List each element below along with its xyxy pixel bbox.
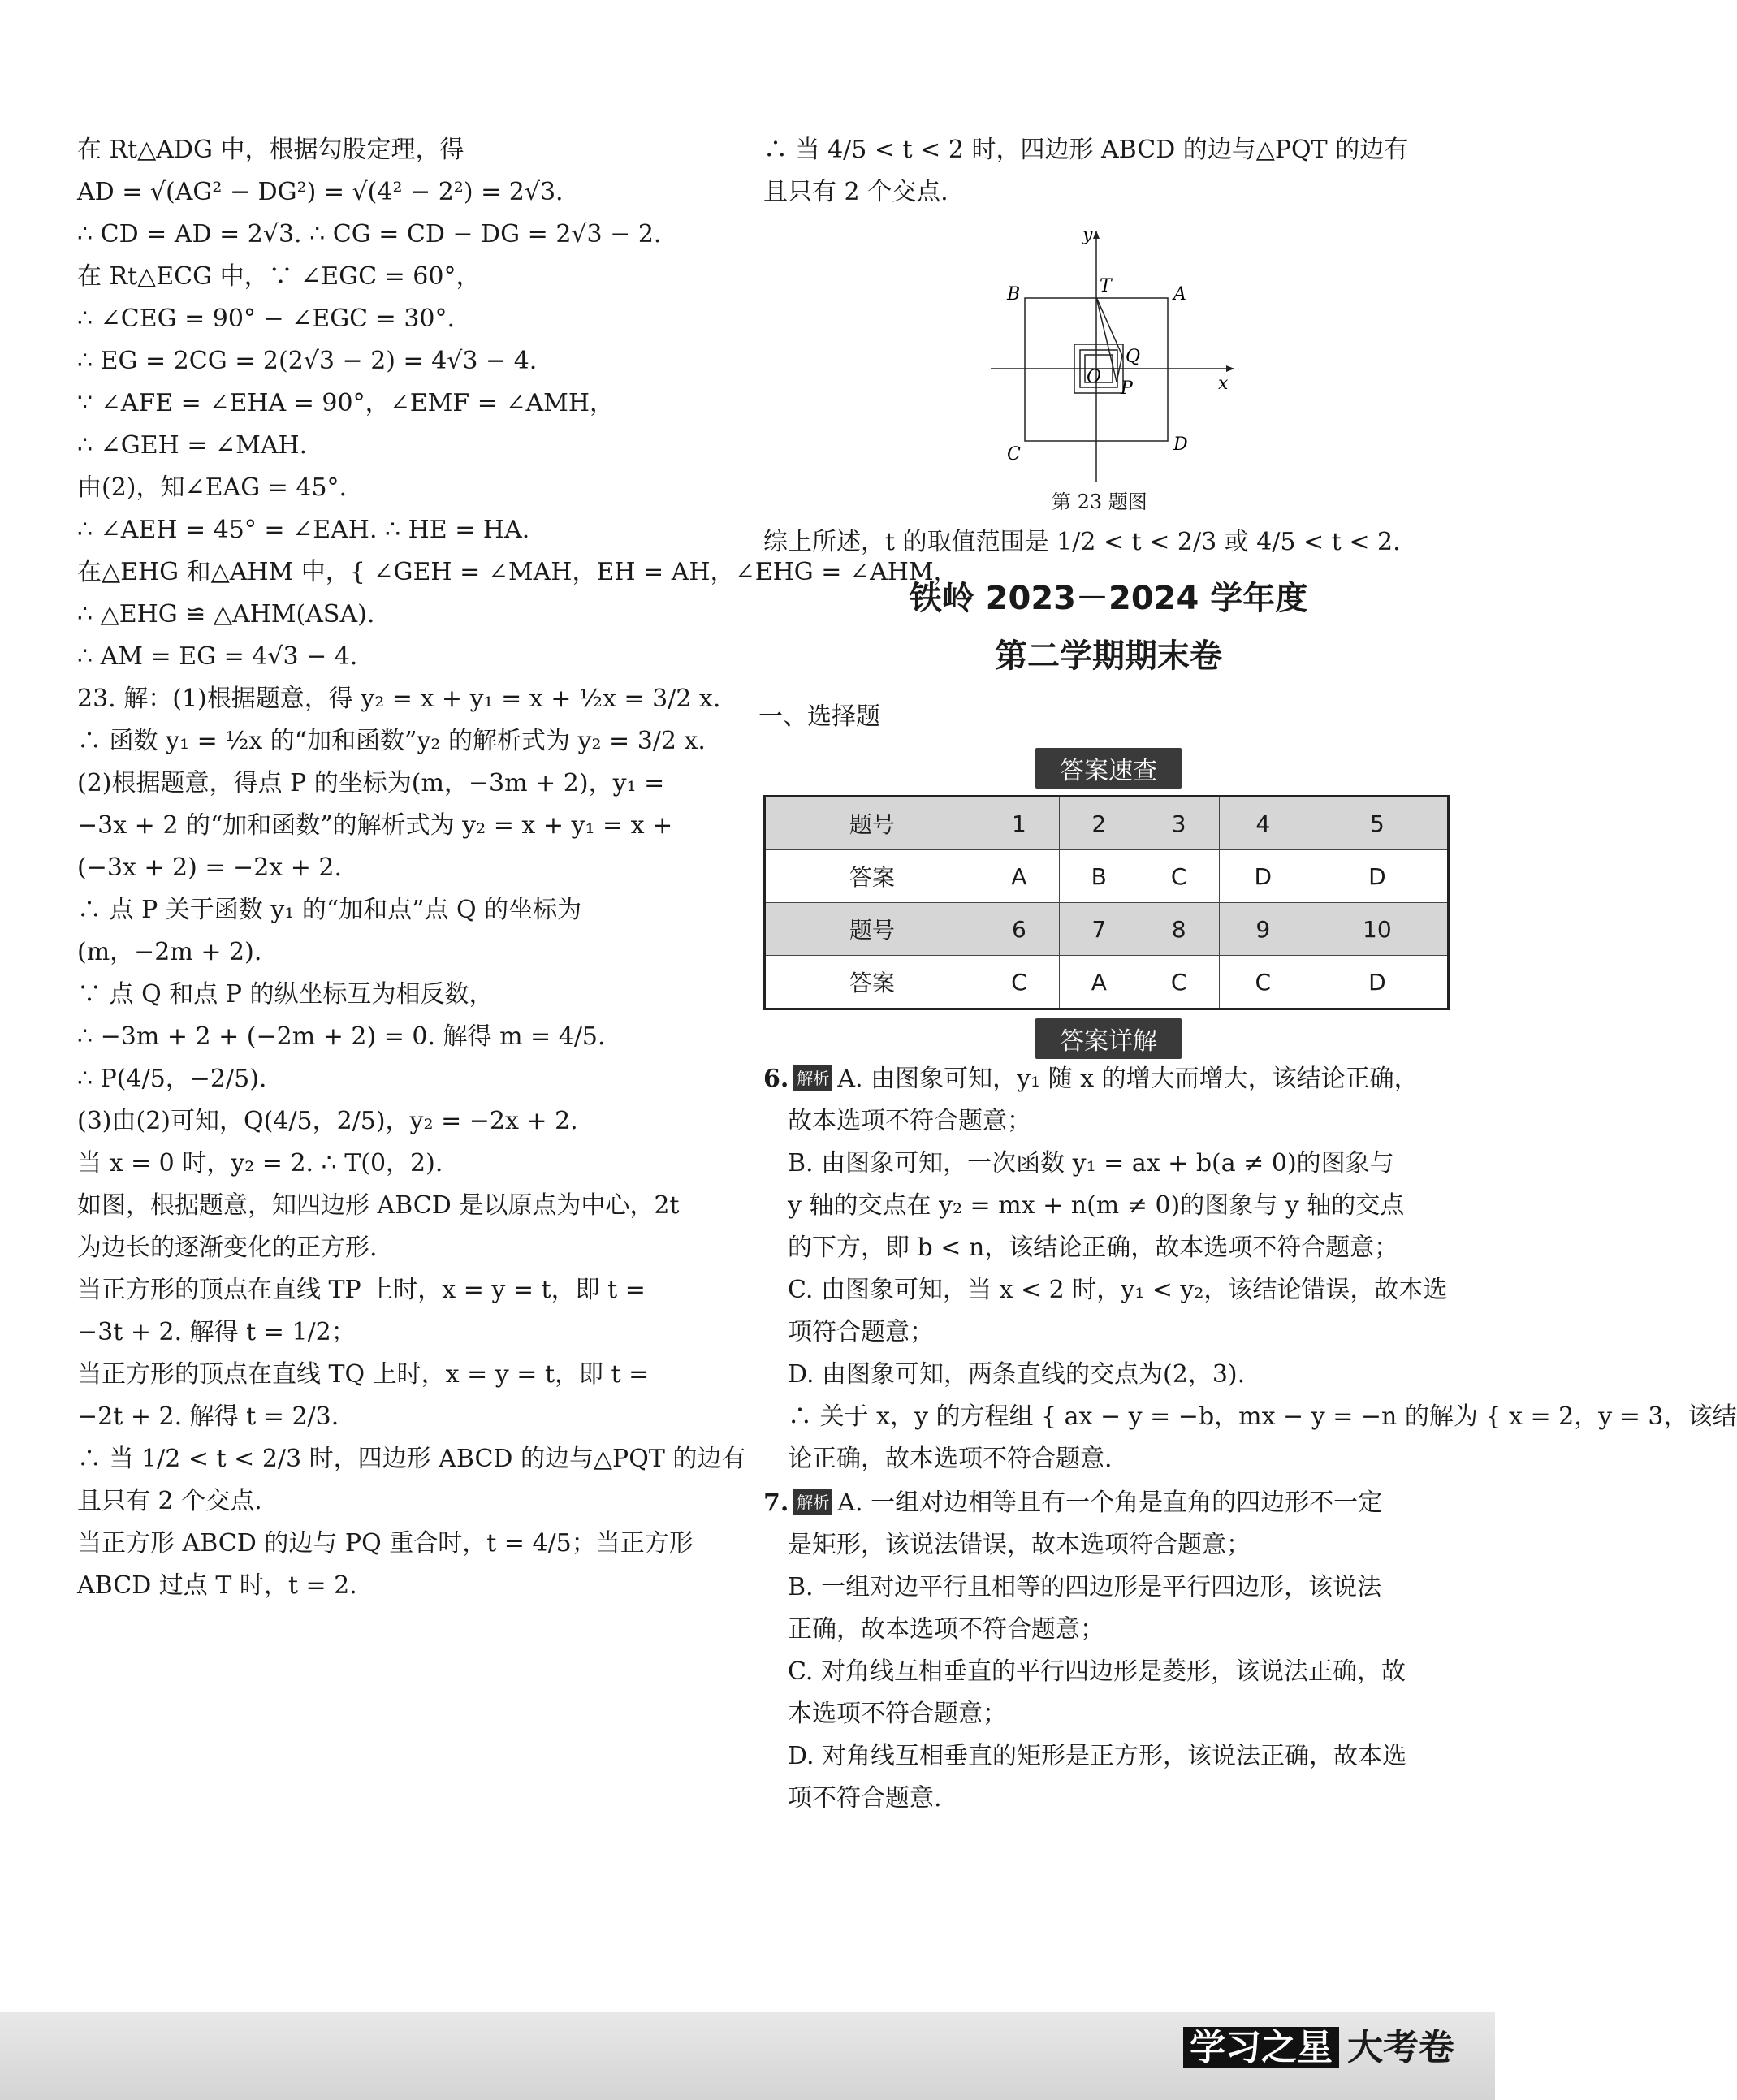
- answer-table-row: [765, 850, 1449, 903]
- summary-line: 综上所述，t 的取值范围是 1/2 < t < 2/3 或 4/5 < t < 2.: [763, 528, 1401, 556]
- solution-line: ∴ △EHG ≌ △AHM(ASA).: [77, 600, 375, 629]
- solution-line: 且只有 2 个交点.: [763, 178, 948, 206]
- q6-line: B. 由图象可知，一次函数 y₁ = ax + b(a ≠ 0)的图象与: [788, 1149, 1394, 1177]
- answer-table-cell: 10: [1307, 903, 1448, 956]
- solution-line: ∴ ∠GEH = ∠MAH.: [77, 431, 308, 460]
- solution-line: 如图，根据题意，知四边形 ABCD 是以原点为中心，2t: [77, 1191, 680, 1220]
- answer-table-cell: 题号: [765, 797, 979, 850]
- answer-table: [763, 795, 1450, 1010]
- solution-line: 23. 解：(1)根据题意，得 y₂ = x + y₁ = x + ½x = 3/2 x.: [77, 685, 721, 713]
- solution-line: 且只有 2 个交点.: [77, 1487, 262, 1515]
- exam-title-line2: 第二学期期末卷: [995, 637, 1222, 675]
- q7-line: D. 对角线互相垂直的矩形是正方形，该说法正确，故本选: [788, 1742, 1407, 1770]
- q7-line: 正确，故本选项不符合题意；: [788, 1615, 1104, 1644]
- solution-line: 在△EHG 和△AHM 中，{ ∠GEH = ∠MAH，EH = AH，∠EHG = ∠AHM，: [77, 558, 958, 586]
- answer-table-cell: 3: [1139, 797, 1219, 850]
- segment-tq: [1096, 297, 1122, 356]
- question-6-analysis: [763, 1065, 1737, 1473]
- figure-23: [974, 223, 1242, 482]
- q7-line: B. 一组对边平行且相等的四边形是平行四边形，该说法: [788, 1573, 1382, 1601]
- label-q: Q: [1126, 347, 1141, 367]
- answer-table-cell: 7: [1059, 903, 1139, 956]
- answer-table-row: [765, 956, 1449, 1009]
- label-p: P: [1121, 378, 1133, 399]
- answer-table-cell: 答案: [765, 956, 979, 1009]
- analysis-tag: 解析: [793, 1065, 832, 1091]
- question-number: 7.: [763, 1489, 789, 1517]
- answer-detail-badge: 答案详解: [1035, 1018, 1182, 1059]
- solution-line: AD = √(AG² − DG²) = √(4² − 2²) = 2√3.: [77, 178, 564, 206]
- solution-line: ∴ AM = EG = 4√3 − 4.: [77, 642, 358, 671]
- brand-name: 大考卷: [1347, 2027, 1454, 2068]
- solution-line: ABCD 过点 T 时，t = 2.: [77, 1571, 357, 1600]
- answer-table-cell: B: [1059, 850, 1139, 903]
- solution-line: ∴ EG = 2CG = 2(2√3 − 2) = 4√3 − 4.: [77, 347, 538, 375]
- q6-line: 的下方，即 b < n，该结论正确，故本选项不符合题意；: [788, 1234, 1399, 1262]
- answer-table-cell: D: [1307, 850, 1448, 903]
- q7-line: 项不符合题意.: [788, 1784, 942, 1813]
- label-a: A: [1173, 284, 1186, 305]
- answer-table-cell: 9: [1219, 903, 1307, 956]
- label-x: x: [1218, 374, 1229, 394]
- solution-line: −3t + 2. 解得 t = 1/2；: [77, 1318, 356, 1346]
- solution-line: 当正方形的顶点在直线 TQ 上时，x = y = t，即 t =: [77, 1360, 650, 1389]
- q6-line: C. 由图象可知，当 x < 2 时，y₁ < y₂，该结论错误，故本选: [788, 1276, 1448, 1304]
- q6-line: ∴ 关于 x，y 的方程组 { ax − y = −b，mx − y = −n 的解为 { x = 2，y = 3，该结: [788, 1402, 1737, 1431]
- answer-table-cell: 5: [1307, 797, 1448, 850]
- solution-line: 在 Rt△ECG 中，∵ ∠EGC = 60°，: [77, 262, 481, 291]
- solution-line: ∴ −3m + 2 + (−2m + 2) = 0. 解得 m = 4/5.: [77, 1022, 606, 1051]
- answer-table-cell: 答案: [765, 850, 979, 903]
- answer-table-cell: 8: [1139, 903, 1219, 956]
- answer-table-cell: C: [1219, 956, 1307, 1009]
- section-label: 一、选择题: [758, 702, 880, 731]
- answer-table-cell: D: [1307, 956, 1448, 1009]
- answer-table-cell: C: [979, 956, 1059, 1009]
- question-number: 6.: [763, 1065, 789, 1093]
- solution-line: (3)由(2)可知，Q(4/5，2/5)，y₂ = −2x + 2.: [77, 1107, 578, 1135]
- answer-table-cell: 6: [979, 903, 1059, 956]
- answer-table-cell: 2: [1059, 797, 1139, 850]
- solution-line: 当正方形 ABCD 的边与 PQ 重合时，t = 4/5；当正方形: [77, 1529, 694, 1558]
- answer-table-row: [765, 903, 1449, 956]
- solution-line: ∴ 当 1/2 < t < 2/3 时，四边形 ABCD 的边与△PQT 的边有: [77, 1445, 746, 1473]
- solution-line: ∴ ∠AEH = 45° = ∠EAH. ∴ HE = HA.: [77, 516, 530, 544]
- answer-table-cell: A: [979, 850, 1059, 903]
- label-y: y: [1082, 225, 1093, 245]
- label-b: B: [1007, 284, 1021, 305]
- solution-line: ∴ CD = AD = 2√3. ∴ CG = CD − DG = 2√3 − 2.: [77, 220, 662, 248]
- label-t: T: [1100, 276, 1112, 296]
- q6-line: D. 由图象可知，两条直线的交点为(2，3).: [788, 1360, 1246, 1389]
- solution-line: ∴ P(4/5，−2/5).: [77, 1065, 267, 1093]
- solution-line: −2t + 2. 解得 t = 2/3.: [77, 1402, 339, 1431]
- x-arrow: [1226, 365, 1234, 372]
- solution-line: ∴ ∠CEG = 90° − ∠EGC = 30°.: [77, 305, 456, 333]
- solution-line: 由(2)，知∠EAG = 45°.: [77, 473, 348, 502]
- answer-table-cell: C: [1139, 956, 1219, 1009]
- y-arrow: [1093, 231, 1100, 239]
- solution-line: 当 x = 0 时，y₂ = 2. ∴ T(0，2).: [77, 1149, 443, 1177]
- q6-line: 故本选项不符合题意；: [788, 1107, 1031, 1135]
- q7-line: C. 对角线互相垂直的平行四边形是菱形，该说法正确，故: [788, 1657, 1406, 1686]
- analysis-tag: 解析: [793, 1489, 832, 1515]
- answer-table-cell: 1: [979, 797, 1059, 850]
- solution-line: ∴ 函数 y₁ = ½x 的“加和函数”y₂ 的解析式为 y₂ = 3/2 x.: [77, 727, 706, 755]
- answer-table-cell: C: [1139, 850, 1219, 903]
- answer-table-cell: 4: [1219, 797, 1307, 850]
- answer-table-cell: A: [1059, 956, 1139, 1009]
- analysis-text: A. 一组对边相等且有一个角是直角的四边形不一定: [837, 1489, 1383, 1517]
- q6-line: [763, 1065, 1454, 1091]
- answer-table-cell: D: [1219, 850, 1307, 903]
- solution-line: ∵ 点 Q 和点 P 的纵坐标互为相反数，: [77, 980, 494, 1009]
- q6-line: 项符合题意；: [788, 1318, 934, 1346]
- exam-title-line1: 铁岭 2023－2024 学年度: [909, 580, 1308, 617]
- figure-caption: 第 23 题图: [1052, 490, 1147, 513]
- analysis-text: A. 由图象可知，y₁ 随 x 的增大而增大，该结论正确，: [837, 1065, 1419, 1093]
- question-7-analysis: [763, 1489, 1454, 1811]
- logo-mark: 学习之星: [1183, 2027, 1339, 2068]
- label-o: O: [1087, 367, 1102, 387]
- q6-line: y 轴的交点在 y₂ = mx + n(m ≠ 0)的图象与 y 轴的交点: [788, 1191, 1405, 1220]
- label-d: D: [1173, 434, 1188, 455]
- brand-logo: [1183, 2018, 1454, 2070]
- solution-line: 在 Rt△ADG 中，根据勾股定理，得: [77, 136, 464, 164]
- solution-line: (2)根据题意，得点 P 的坐标为(m，−3m + 2)，y₁ =: [77, 769, 665, 797]
- answer-table-cell: 题号: [765, 903, 979, 956]
- solution-line: ∴ 点 P 关于函数 y₁ 的“加和点”点 Q 的坐标为: [77, 896, 582, 924]
- solution-line: 当正方形的顶点在直线 TP 上时，x = y = t，即 t =: [77, 1276, 646, 1304]
- solution-line: (m，−2m + 2).: [77, 938, 262, 966]
- q7-line: [763, 1489, 1454, 1515]
- right-column: [758, 136, 1737, 1829]
- q7-line: 本选项不符合题意；: [788, 1700, 1007, 1728]
- label-c: C: [1007, 444, 1021, 465]
- solution-line: −3x + 2 的“加和函数”的解析式为 y₂ = x + y₁ = x +: [77, 811, 673, 840]
- solution-line: (−3x + 2) = −2x + 2.: [77, 853, 343, 882]
- quick-answer-badge: 答案速查: [1035, 748, 1182, 789]
- answer-table-row: [765, 797, 1449, 850]
- solution-line: 为边长的逐渐变化的正方形.: [77, 1234, 378, 1262]
- solution-line: ∵ ∠AFE = ∠EHA = 90°，∠EMF = ∠AMH，: [77, 389, 615, 417]
- q7-line: 是矩形，该说法错误，故本选项符合题意；: [788, 1531, 1251, 1559]
- q6-line: 论正确，故本选项不符合题意.: [788, 1445, 1113, 1473]
- right-top-lines: [763, 138, 1454, 205]
- solution-line: ∴ 当 4/5 < t < 2 时，四边形 ABCD 的边与△PQT 的边有: [763, 136, 1409, 164]
